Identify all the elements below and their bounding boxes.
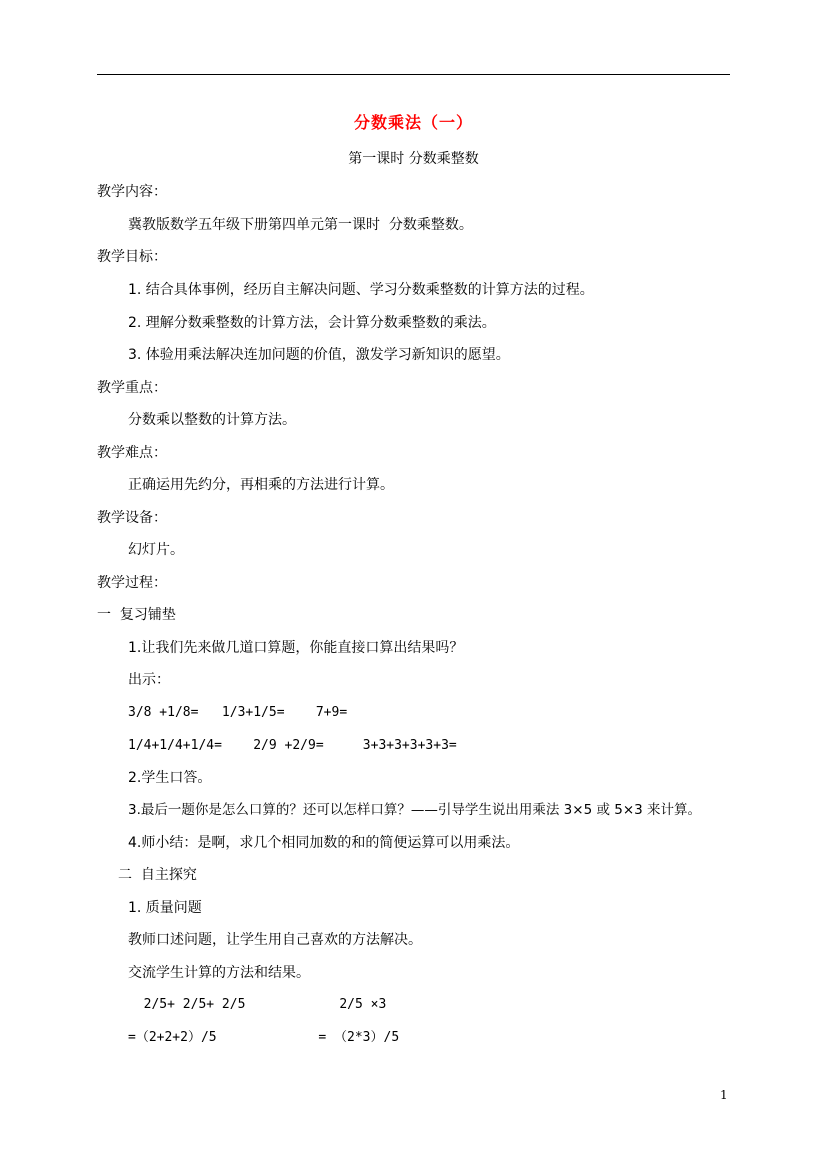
paragraph: 交流学生计算的方法和结果。 (128, 965, 310, 981)
math-expression: =（2+2+2）/5 = （2*3）/5 (128, 1030, 400, 1045)
math-expression: 1/4+1/4+1/4= 2/9 +2/9= 3+3+3+3+3+3= (128, 738, 457, 753)
math-expression: 2/5+ 2/5+ 2/5 2/5 ×3 (128, 997, 387, 1012)
paragraph: 1.让我们先来做几道口算题，你能直接口算出结果吗？ (128, 640, 464, 656)
section-heading: 教学设备： (97, 510, 167, 526)
section-heading: 教学内容： (97, 184, 167, 200)
subsection-heading: 二 自主探究 (118, 867, 197, 883)
document-subtitle: 第一课时 分数乘整数 (348, 151, 479, 167)
paragraph: 4.师小结：是啊，求几个相同加数的和的简便运算可以用乘法。 (128, 835, 520, 851)
paragraph: 正确运用先约分，再相乘的方法进行计算。 (128, 477, 394, 493)
header-rule (97, 74, 730, 75)
paragraph: 冀教版数学五年级下册第四单元第一课时 分数乘整数。 (128, 217, 473, 233)
section-heading: 教学重点： (97, 380, 167, 396)
page-number: 1 (720, 1088, 728, 1102)
list-item: 1. 结合具体事例，经历自主解决问题、学习分数乘整数的计算方法的过程。 (128, 282, 594, 298)
section-heading: 教学过程： (97, 575, 167, 591)
subsection-heading: 一 复习铺垫 (97, 607, 176, 623)
paragraph: 3.最后一题你是怎么口算的？还可以怎样口算？——引导学生说出用乘法 3×5 或 5×3 来计算。 (128, 802, 702, 818)
list-item: 1. 质量问题 (128, 900, 202, 916)
math-expression: 3/8 +1/8= 1/3+1/5= 7+9= (128, 705, 348, 720)
paragraph: 教师口述问题，让学生用自己喜欢的方法解决。 (128, 932, 422, 948)
list-item: 2. 理解分数乘整数的计算方法，会计算分数乘整数的乘法。 (128, 315, 496, 331)
paragraph: 2.学生口答。 (128, 770, 212, 786)
section-heading: 教学目标： (97, 249, 167, 265)
paragraph: 出示： (128, 672, 170, 688)
paragraph: 幻灯片。 (128, 542, 184, 558)
section-heading: 教学难点： (97, 445, 167, 461)
document-title: 分数乘法（一） (353, 113, 473, 132)
paragraph: 分数乘以整数的计算方法。 (128, 412, 296, 428)
list-item: 3. 体验用乘法解决连加问题的价值，激发学习新知识的愿望。 (128, 347, 510, 363)
